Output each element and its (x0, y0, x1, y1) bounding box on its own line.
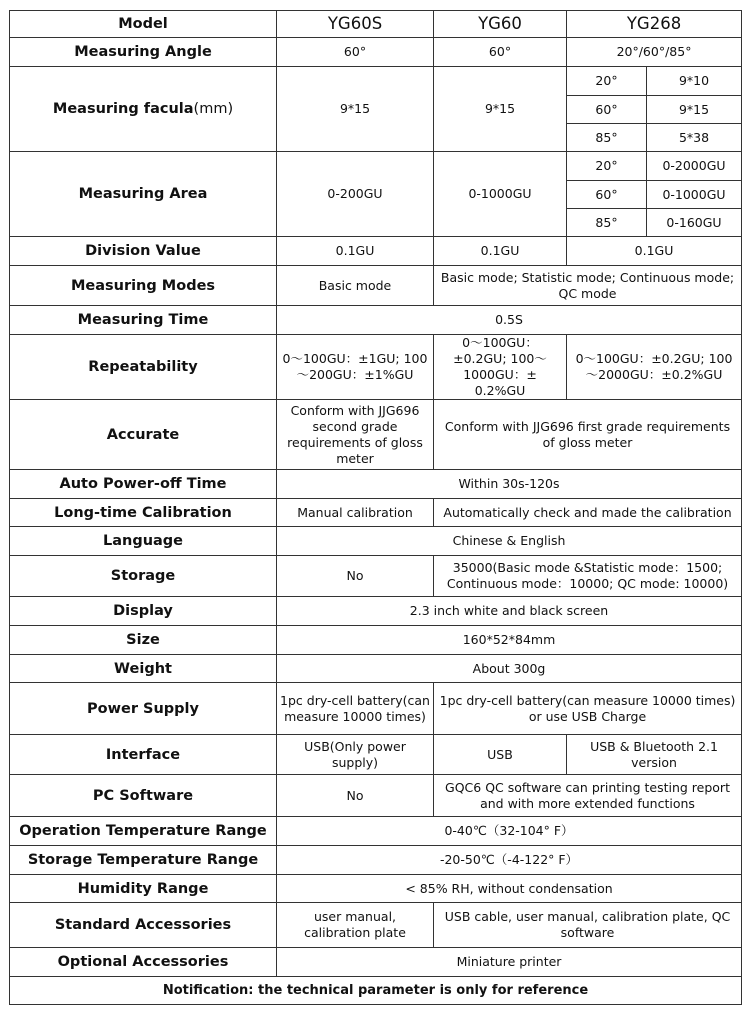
row-storage (10, 556, 742, 597)
measuring-time-value: 0.5S (277, 306, 742, 335)
repeatability-yg268: 0～100GU：±0.2GU; 100～2000GU：±0.2%GU (567, 335, 742, 400)
facula-value: 9*10 (647, 67, 742, 96)
row-weight (10, 655, 742, 683)
storage-temp-label: Storage Temperature Range (10, 846, 277, 875)
division-value-yg268: 0.1GU (567, 237, 742, 266)
humidity-label: Humidity Range (10, 875, 277, 903)
row-storage-temp (10, 846, 742, 875)
measuring-facula-label (10, 67, 277, 152)
accurate-yg60-yg268: Conform with JJG696 first grade requirements of gloss meter (434, 400, 742, 470)
storage-temp-value: -20-50℃（-4-122° F） (277, 846, 742, 875)
facula-angle: 20° (567, 67, 647, 96)
measuring-facula-yg60: 9*15 (434, 67, 567, 152)
power-supply-label: Power Supply (10, 683, 277, 735)
row-notification (10, 977, 742, 1005)
pc-software-yg60-yg268: GQC6 QC software can printing testing report and with more extended functions (434, 775, 742, 817)
row-accurate (10, 400, 742, 470)
measuring-area-yg60: 0-1000GU (434, 152, 567, 237)
pc-software-yg60s: No (277, 775, 434, 817)
accurate-yg60s: Conform with JJG696 second grade requirements of gloss meter (277, 400, 434, 470)
spec-table (9, 10, 742, 1005)
measuring-area-yg60s: 0-200GU (277, 152, 434, 237)
storage-yg60s: No (277, 556, 434, 597)
division-value-label: Division Value (10, 237, 277, 266)
language-label: Language (10, 527, 277, 556)
row-measuring-angle (10, 38, 742, 67)
measuring-angle-label: Measuring Angle (10, 38, 277, 67)
row-measuring-modes (10, 266, 742, 306)
row-division-value (10, 237, 742, 266)
standard-accessories-yg60s: user manual, calibration plate (277, 903, 434, 948)
model-label: Model (10, 11, 277, 38)
area-value: 0-2000GU (647, 152, 742, 181)
calibration-yg60s: Manual calibration (277, 499, 434, 527)
repeatability-yg60s: 0～100GU：±1GU; 100～200GU：±1%GU (277, 335, 434, 400)
weight-value: About 300g (277, 655, 742, 683)
optional-accessories-value: Miniature printer (277, 948, 742, 977)
display-value: 2.3 inch white and black screen (277, 597, 742, 626)
language-value: Chinese & English (277, 527, 742, 556)
area-angle: 60° (567, 181, 647, 209)
area-value: 0-160GU (647, 209, 742, 237)
power-supply-yg60s: 1pc dry-cell battery(can measure 10000 times) (277, 683, 434, 735)
measuring-angle-yg60s: 60° (277, 38, 434, 67)
measuring-modes-yg60s: Basic mode (277, 266, 434, 306)
auto-power-off-value: Within 30s-120s (277, 470, 742, 499)
row-measuring-time (10, 306, 742, 335)
measuring-facula-yg60s: 9*15 (277, 67, 434, 152)
calibration-yg60-yg268: Automatically check and made the calibration (434, 499, 742, 527)
auto-power-off-label: Auto Power-off Time (10, 470, 277, 499)
row-size (10, 626, 742, 655)
repeatability-yg60: 0～100GU：±0.2GU; 100～1000GU：± 0.2%GU (434, 335, 567, 400)
interface-yg60: USB (434, 735, 567, 775)
measuring-modes-yg60-yg268: Basic mode; Statistic mode; Continuous mode; QC mode (434, 266, 742, 306)
operation-temp-label: Operation Temperature Range (10, 817, 277, 846)
row-humidity (10, 875, 742, 903)
standard-accessories-label: Standard Accessories (10, 903, 277, 948)
row-display (10, 597, 742, 626)
area-angle: 85° (567, 209, 647, 237)
division-value-yg60s: 0.1GU (277, 237, 434, 266)
row-power-supply (10, 683, 742, 735)
interface-yg60s: USB(Only power supply) (277, 735, 434, 775)
calibration-label: Long-time Calibration (10, 499, 277, 527)
operation-temp-value: 0-40℃（32-104° F） (277, 817, 742, 846)
storage-label: Storage (10, 556, 277, 597)
measuring-angle-yg268: 20°/60°/85° (567, 38, 742, 67)
facula-value: 9*15 (647, 96, 742, 124)
row-measuring-area (10, 152, 742, 181)
measuring-area-label: Measuring Area (10, 152, 277, 237)
standard-accessories-yg60-yg268: USB cable, user manual, calibration plate, QC software (434, 903, 742, 948)
display-label: Display (10, 597, 277, 626)
header-row (10, 11, 742, 38)
storage-yg60-yg268: 35000(Basic mode &Statistic mode：1500; Continuous mode：10000; QC mode: 10000) (434, 556, 742, 597)
optional-accessories-label: Optional Accessories (10, 948, 277, 977)
division-value-yg60: 0.1GU (434, 237, 567, 266)
row-repeatability (10, 335, 742, 400)
measuring-facula-label-text: Measuring facula (52, 101, 194, 117)
facula-angle: 85° (567, 124, 647, 152)
measuring-facula-unit: (mm) (193, 101, 234, 117)
model-yg60s: YG60S (277, 11, 434, 38)
interface-yg268: USB & Bluetooth 2.1 version (567, 735, 742, 775)
humidity-value: < 85% RH, without condensation (277, 875, 742, 903)
size-value: 160*52*84mm (277, 626, 742, 655)
row-pc-software (10, 775, 742, 817)
row-operation-temp (10, 817, 742, 846)
measuring-angle-yg60: 60° (434, 38, 567, 67)
row-measuring-facula (10, 67, 742, 96)
row-auto-power-off (10, 470, 742, 499)
facula-angle: 60° (567, 96, 647, 124)
area-angle: 20° (567, 152, 647, 181)
power-supply-yg60-yg268: 1pc dry-cell battery(can measure 10000 times) or use USB Charge (434, 683, 742, 735)
notification-text: Notification: the technical parameter is only for reference (10, 977, 742, 1005)
model-yg268: YG268 (567, 11, 742, 38)
interface-label: Interface (10, 735, 277, 775)
row-standard-accessories (10, 903, 742, 948)
measuring-time-label: Measuring Time (10, 306, 277, 335)
size-label: Size (10, 626, 277, 655)
row-language (10, 527, 742, 556)
measuring-modes-label: Measuring Modes (10, 266, 277, 306)
repeatability-label: Repeatability (10, 335, 277, 400)
row-interface (10, 735, 742, 775)
row-optional-accessories (10, 948, 742, 977)
row-calibration (10, 499, 742, 527)
model-yg60: YG60 (434, 11, 567, 38)
pc-software-label: PC Software (10, 775, 277, 817)
facula-value: 5*38 (647, 124, 742, 152)
accurate-label: Accurate (10, 400, 277, 470)
area-value: 0-1000GU (647, 181, 742, 209)
weight-label: Weight (10, 655, 277, 683)
